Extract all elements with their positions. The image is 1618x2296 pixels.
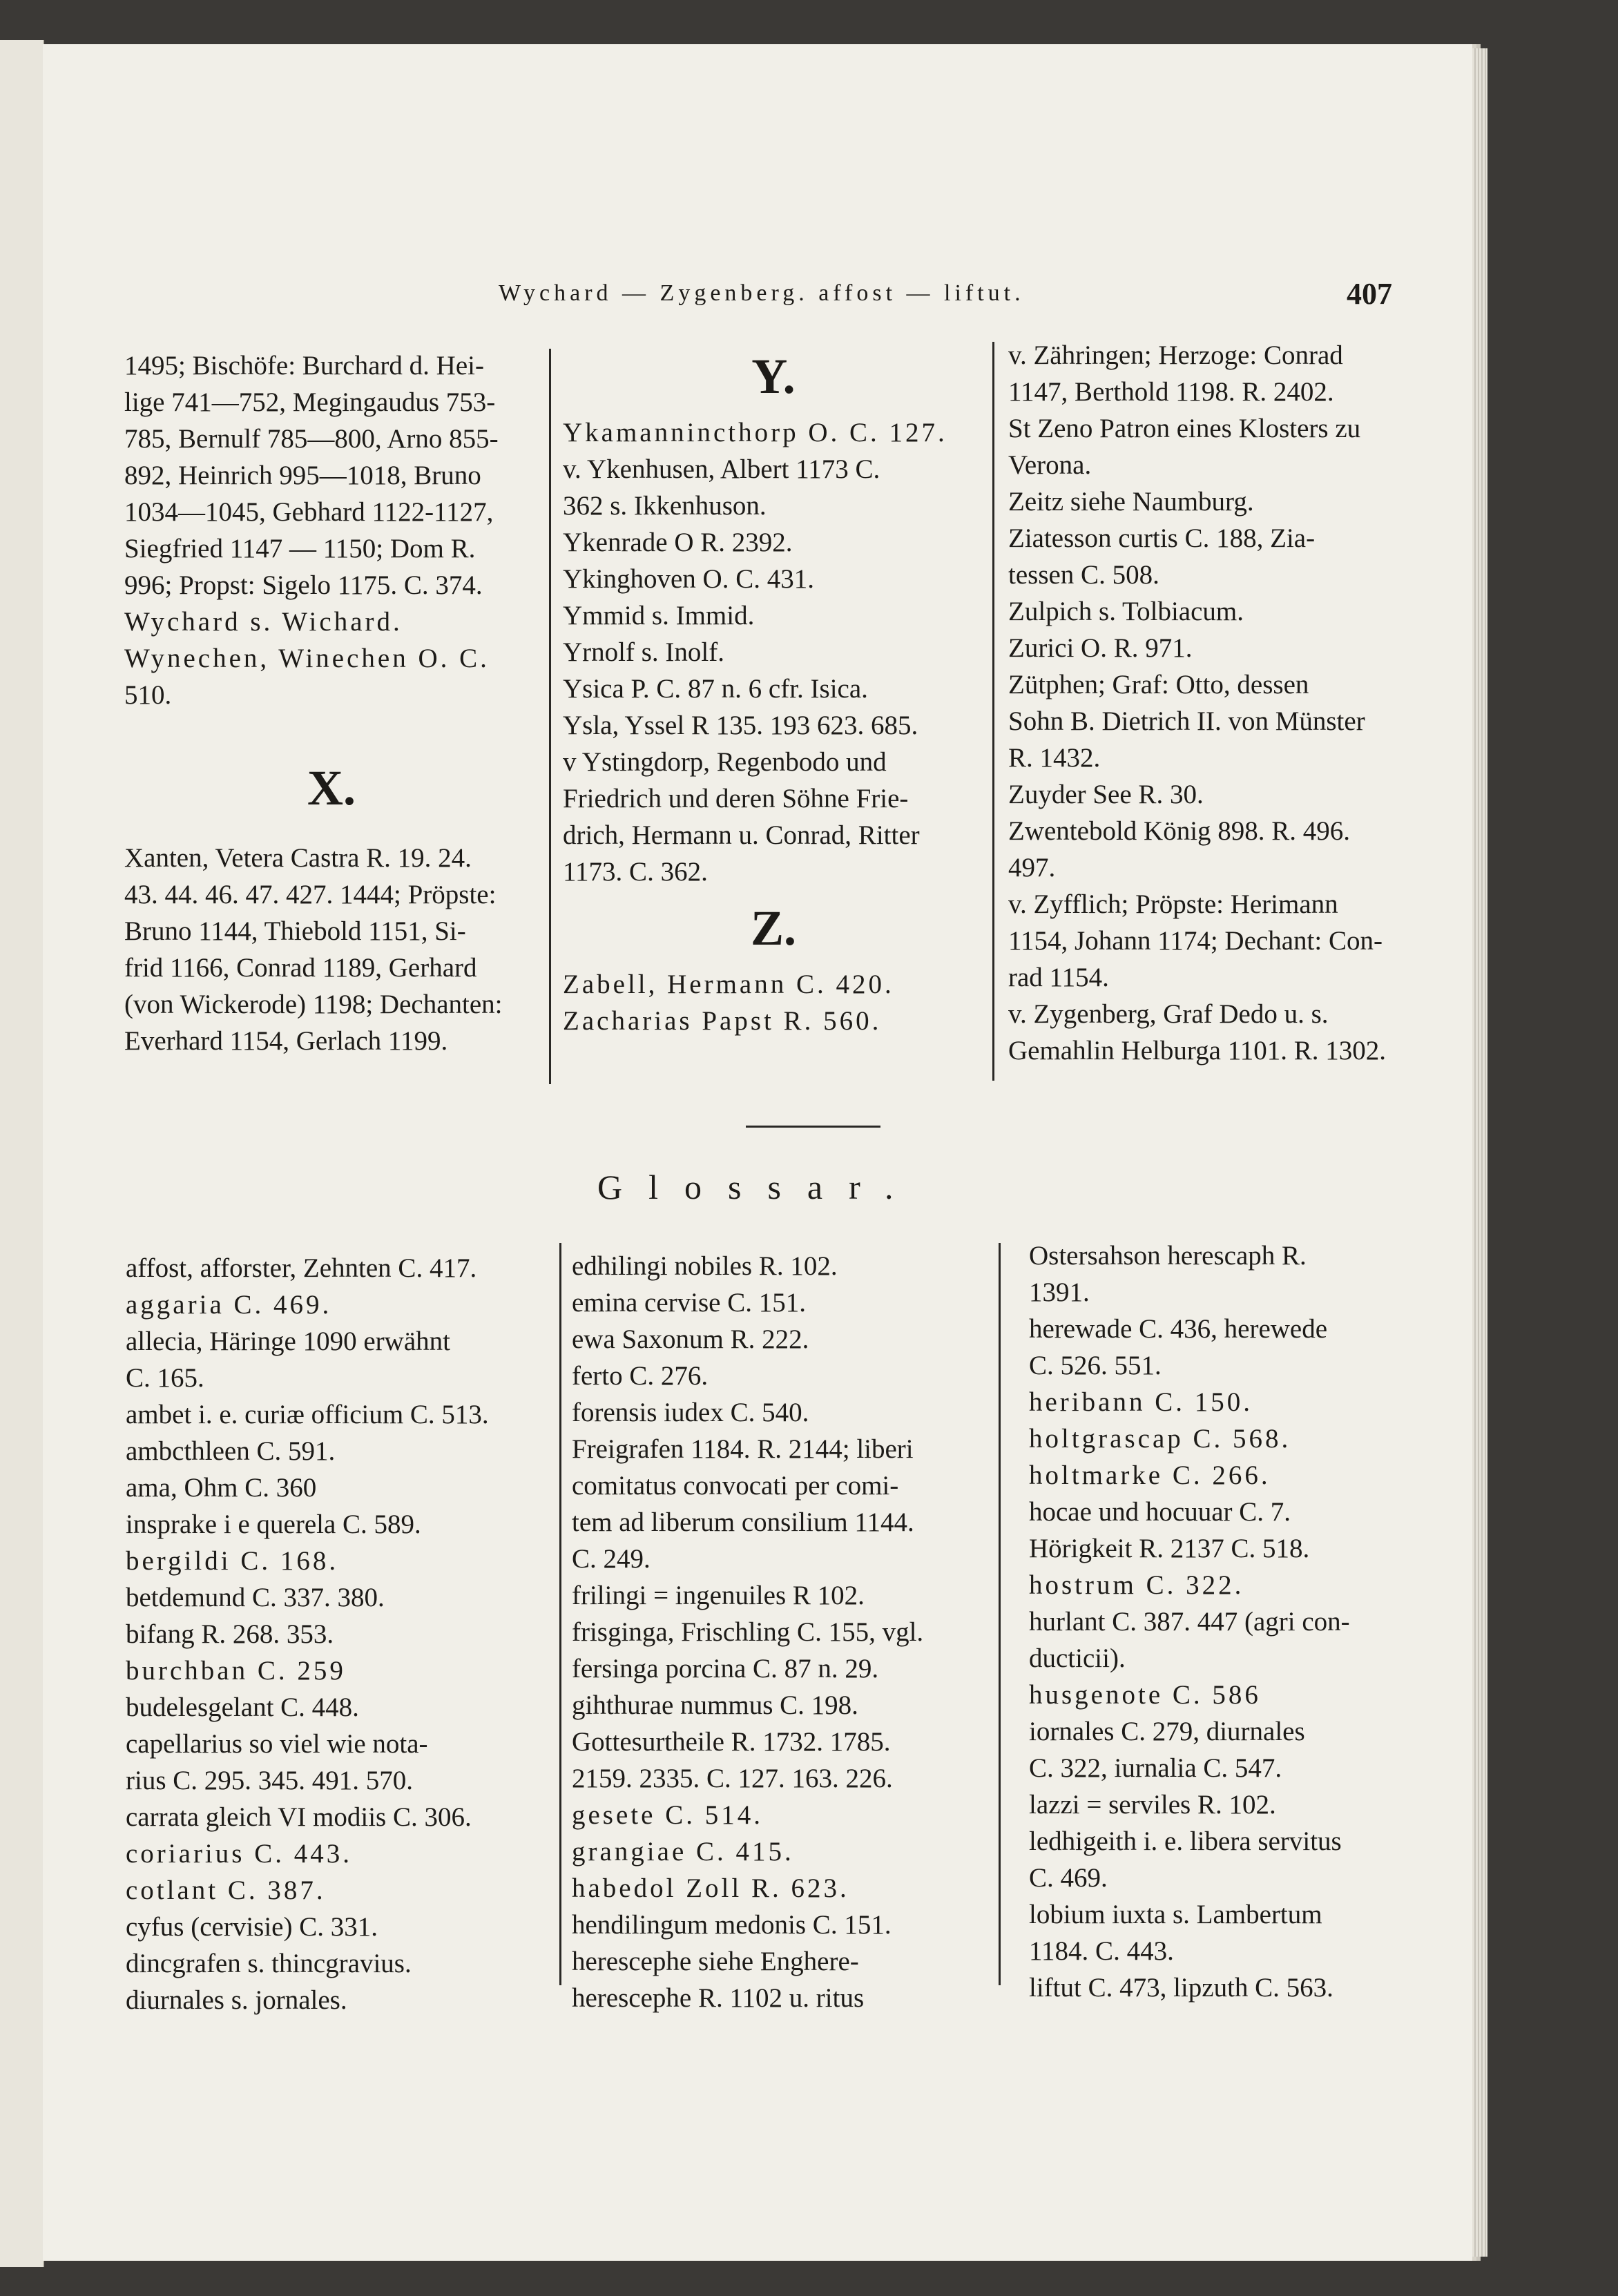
index-line: Ysla, Yssel R 135. 193 623. 685. bbox=[563, 711, 918, 740]
glossar-line: C. 526. 551. bbox=[1029, 1351, 1162, 1380]
column-divider bbox=[992, 342, 994, 1081]
glossar-line: burchban C. 259 bbox=[126, 1656, 346, 1686]
glossar-line: lazzi = serviles R. 102. bbox=[1029, 1790, 1276, 1820]
glossar-line: holtgrascap C. 568. bbox=[1029, 1424, 1291, 1454]
section-heading-x: X. bbox=[307, 760, 356, 816]
index-line: 1495; Bischöfe: Burchard d. Hei- bbox=[124, 351, 484, 380]
index-line: Zurici O. R. 971. bbox=[1008, 633, 1193, 663]
index-line: Ymmid s. Immid. bbox=[563, 601, 755, 630]
glossar-line: holtmarke C. 266. bbox=[1029, 1460, 1271, 1490]
glossar-line: betdemund C. 337. 380. bbox=[126, 1583, 385, 1612]
index-line: frid 1166, Conrad 1189, Gerhard bbox=[124, 953, 477, 983]
index-line: Wynechen, Winechen O. C. bbox=[124, 644, 490, 673]
index-line: 1173. C. 362. bbox=[563, 857, 708, 887]
glossar-line: frilingi = ingenuiles R 102. bbox=[572, 1581, 865, 1610]
index-line: Zulpich s. Tolbiacum. bbox=[1008, 597, 1244, 626]
index-line: 1034—1045, Gebhard 1122-1127, bbox=[124, 497, 494, 527]
glossar-line: 2159. 2335. C. 127. 163. 226. bbox=[572, 1764, 893, 1793]
glossar-line: budelesgelant C. 448. bbox=[126, 1692, 359, 1722]
glossar-line: carrata gleich VI modiis C. 306. bbox=[126, 1802, 472, 1832]
index-line: 996; Propst: Sigelo 1175. C. 374. bbox=[124, 570, 483, 600]
glossar-line: 1184. C. 443. bbox=[1029, 1936, 1174, 1966]
index-line: Zwentebold König 898. R. 496. bbox=[1008, 816, 1351, 846]
index-line: drich, Hermann u. Conrad, Ritter bbox=[563, 820, 920, 850]
index-line: Zabell, Hermann C. 420. bbox=[563, 969, 894, 999]
index-line: Ykenrade O R. 2392. bbox=[563, 528, 793, 557]
glossar-line: bifang R. 268. 353. bbox=[126, 1619, 334, 1649]
index-line: Zacharias Papst R. 560. bbox=[563, 1006, 882, 1036]
glossar-line: capellarius so viel wie nota- bbox=[126, 1729, 428, 1759]
glossar-line: coriarius C. 443. bbox=[126, 1839, 352, 1869]
index-line: Siegfried 1147 — 1150; Dom R. bbox=[124, 534, 476, 563]
index-line: Verona. bbox=[1008, 450, 1092, 480]
page-stack-edge bbox=[1472, 48, 1487, 2257]
column-divider bbox=[999, 1243, 1001, 1985]
glossar-line: habedol Zoll R. 623. bbox=[572, 1873, 849, 1903]
index-column-1 bbox=[124, 347, 539, 1059]
glossar-line: husgenote C. 586 bbox=[1029, 1680, 1261, 1710]
glossar-line: cotlant C. 387. bbox=[126, 1875, 326, 1905]
column-divider bbox=[559, 1243, 561, 1985]
glossar-line: bergildi C. 168. bbox=[126, 1546, 339, 1576]
index-line: Wychard s. Wichard. bbox=[124, 607, 403, 637]
index-line: tessen C. 508. bbox=[1008, 560, 1159, 590]
glossar-line: heribann C. 150. bbox=[1029, 1387, 1253, 1417]
glossar-line: herescephe R. 1102 u. ritus bbox=[572, 1983, 865, 2013]
index-line: Everhard 1154, Gerlach 1199. bbox=[124, 1026, 448, 1056]
section-rule bbox=[746, 1126, 880, 1128]
glossar-line: herewade C. 436, herewede bbox=[1029, 1314, 1328, 1344]
glossar-line: iornales C. 279, diurnales bbox=[1029, 1717, 1305, 1746]
column-divider bbox=[549, 349, 551, 1084]
index-column-2 bbox=[563, 345, 984, 1039]
adjacent-page-edge bbox=[0, 40, 44, 2267]
glossar-line: dincgrafen s. thincgravius. bbox=[126, 1949, 412, 1978]
index-line: Friedrich und deren Söhne Frie- bbox=[563, 784, 909, 813]
glossar-line: ama, Ohm C. 360 bbox=[126, 1473, 317, 1503]
glossar-line: allecia, Häringe 1090 erwähnt bbox=[126, 1327, 450, 1356]
index-line: Sohn B. Dietrich II. von Münster bbox=[1008, 706, 1365, 736]
index-line: St Zeno Patron eines Klosters zu bbox=[1008, 414, 1361, 443]
index-line: 1147, Berthold 1198. R. 2402. bbox=[1008, 377, 1334, 407]
glossar-line: edhilingi nobiles R. 102. bbox=[572, 1251, 838, 1281]
glossar-line: Gottesurtheile R. 1732. 1785. bbox=[572, 1727, 891, 1757]
glossar-line: C. 322, iurnalia C. 547. bbox=[1029, 1753, 1282, 1783]
index-line: 510. bbox=[124, 680, 172, 710]
glossar-line: Ostersahson herescaph R. bbox=[1029, 1241, 1307, 1271]
glossar-line: Freigrafen 1184. R. 2144; liberi bbox=[572, 1434, 914, 1464]
glossar-line: ambcthleen C. 591. bbox=[126, 1436, 336, 1466]
index-line: Ykamannincthorp O. C. 127. bbox=[563, 418, 947, 447]
glossar-line: ewa Saxonum R. 222. bbox=[572, 1324, 809, 1354]
section-heading-y: Y. bbox=[751, 349, 796, 404]
glossar-column-2 bbox=[572, 1248, 990, 2016]
index-line: 785, Bernulf 785—800, Arno 855- bbox=[124, 424, 499, 454]
glossar-line: forensis iudex C. 540. bbox=[572, 1398, 809, 1427]
index-line: Zeitz siehe Naumburg. bbox=[1008, 487, 1254, 517]
glossar-line: C. 165. bbox=[126, 1363, 204, 1393]
glossar-line: insprake i e querela C. 589. bbox=[126, 1509, 421, 1539]
glossar-line: 1391. bbox=[1029, 1277, 1090, 1307]
index-column-3 bbox=[1008, 337, 1423, 1069]
glossar-line: hurlant C. 387. 447 (agri con- bbox=[1029, 1607, 1350, 1637]
glossar-line: ambet i. e. curiæ officium C. 513. bbox=[126, 1400, 489, 1429]
index-line: Bruno 1144, Thiebold 1151, Si- bbox=[124, 916, 466, 946]
glossar-line: gesete C. 514. bbox=[572, 1800, 763, 1830]
glossar-line: Hörigkeit R. 2137 C. 518. bbox=[1029, 1534, 1310, 1563]
glossar-line: hendilingum medonis C. 151. bbox=[572, 1910, 892, 1940]
index-line: lige 741—752, Megingaudus 753- bbox=[124, 387, 496, 417]
glossar-line: cyfus (cervisie) C. 331. bbox=[126, 1912, 378, 1942]
glossar-line: aggaria C. 469. bbox=[126, 1290, 332, 1320]
glossar-line: hostrum C. 322. bbox=[1029, 1570, 1244, 1600]
running-title: Wychard — Zygenberg. affost — liftut. bbox=[499, 280, 1025, 306]
index-line: (von Wickerode) 1198; Dechanten: bbox=[124, 990, 503, 1019]
index-line: v Ystingdorp, Regenbodo und bbox=[563, 747, 887, 777]
index-line: v. Zygenberg, Graf Dedo u. s. bbox=[1008, 999, 1329, 1029]
glossar-column-1 bbox=[126, 1250, 547, 2018]
glossar-line: rius C. 295. 345. 491. 570. bbox=[126, 1766, 414, 1795]
index-line: Ziatesson curtis C. 188, Zia- bbox=[1008, 523, 1316, 553]
index-line: Ysica P. C. 87 n. 6 cfr. Isica. bbox=[563, 674, 868, 704]
page-header bbox=[43, 276, 1410, 318]
index-line: Xanten, Vetera Castra R. 19. 24. bbox=[124, 843, 472, 873]
glossar-line: tem ad liberum consilium 1144. bbox=[572, 1507, 914, 1537]
index-line: v. Ykenhusen, Albert 1173 C. bbox=[563, 454, 880, 484]
index-line: Yrnolf s. Inolf. bbox=[563, 637, 724, 667]
index-line: v. Zyfflich; Pröpste: Herimann bbox=[1008, 889, 1338, 919]
index-line: Ykinghoven O. C. 431. bbox=[563, 564, 814, 594]
glossar-line: ducticii). bbox=[1029, 1643, 1126, 1673]
glossar-line: gihthurae nummus C. 198. bbox=[572, 1690, 858, 1720]
index-line: 1154, Johann 1174; Dechant: Con- bbox=[1008, 926, 1383, 956]
glossar-line: frisginga, Frischling C. 155, vgl. bbox=[572, 1617, 924, 1647]
glossar-line: fersinga porcina C. 87 n. 29. bbox=[572, 1654, 879, 1684]
index-line: 362 s. Ikkenhuson. bbox=[563, 491, 767, 521]
index-line: 497. bbox=[1008, 853, 1056, 882]
glossar-line: C. 249. bbox=[572, 1544, 651, 1574]
glossar-line: C. 469. bbox=[1029, 1863, 1108, 1893]
index-line: 43. 44. 46. 47. 427. 1444; Pröpste: bbox=[124, 880, 497, 909]
index-line: rad 1154. bbox=[1008, 963, 1109, 992]
glossar-line: liftut C. 473, lipzuth C. 563. bbox=[1029, 1973, 1333, 2003]
glossar-line: diurnales s. jornales. bbox=[126, 1985, 347, 2015]
glossar-line: affost, afforster, Zehnten C. 417. bbox=[126, 1253, 477, 1283]
page-number: 407 bbox=[1347, 277, 1392, 311]
index-line: 892, Heinrich 995—1018, Bruno bbox=[124, 461, 481, 490]
glossar-line: ledhigeith i. e. libera servitus bbox=[1029, 1826, 1342, 1856]
index-line: R. 1432. bbox=[1008, 743, 1101, 773]
glossar-line: hocae und hocuuar C. 7. bbox=[1029, 1497, 1291, 1527]
glossar-column-3 bbox=[1029, 1237, 1436, 2006]
glossar-line: comitatus convocati per comi- bbox=[572, 1471, 899, 1501]
index-line: Zütphen; Graf: Otto, dessen bbox=[1008, 670, 1309, 700]
glossar-line: lobium iuxta s. Lambertum bbox=[1029, 1900, 1322, 1929]
glossar-line: ferto C. 276. bbox=[572, 1361, 709, 1391]
glossar-line: herescephe siehe Enghere- bbox=[572, 1947, 859, 1976]
glossar-line: grangiae C. 415. bbox=[572, 1837, 794, 1866]
glossar-line: emina cervise C. 151. bbox=[572, 1288, 806, 1318]
index-line: Gemahlin Helburga 1101. R. 1302. bbox=[1008, 1036, 1387, 1065]
index-line: Zuyder See R. 30. bbox=[1008, 780, 1204, 809]
index-line: v. Zähringen; Herzoge: Conrad bbox=[1008, 340, 1343, 370]
glossar-title: Glossar. bbox=[597, 1168, 920, 1206]
section-heading-z: Z. bbox=[750, 900, 797, 956]
